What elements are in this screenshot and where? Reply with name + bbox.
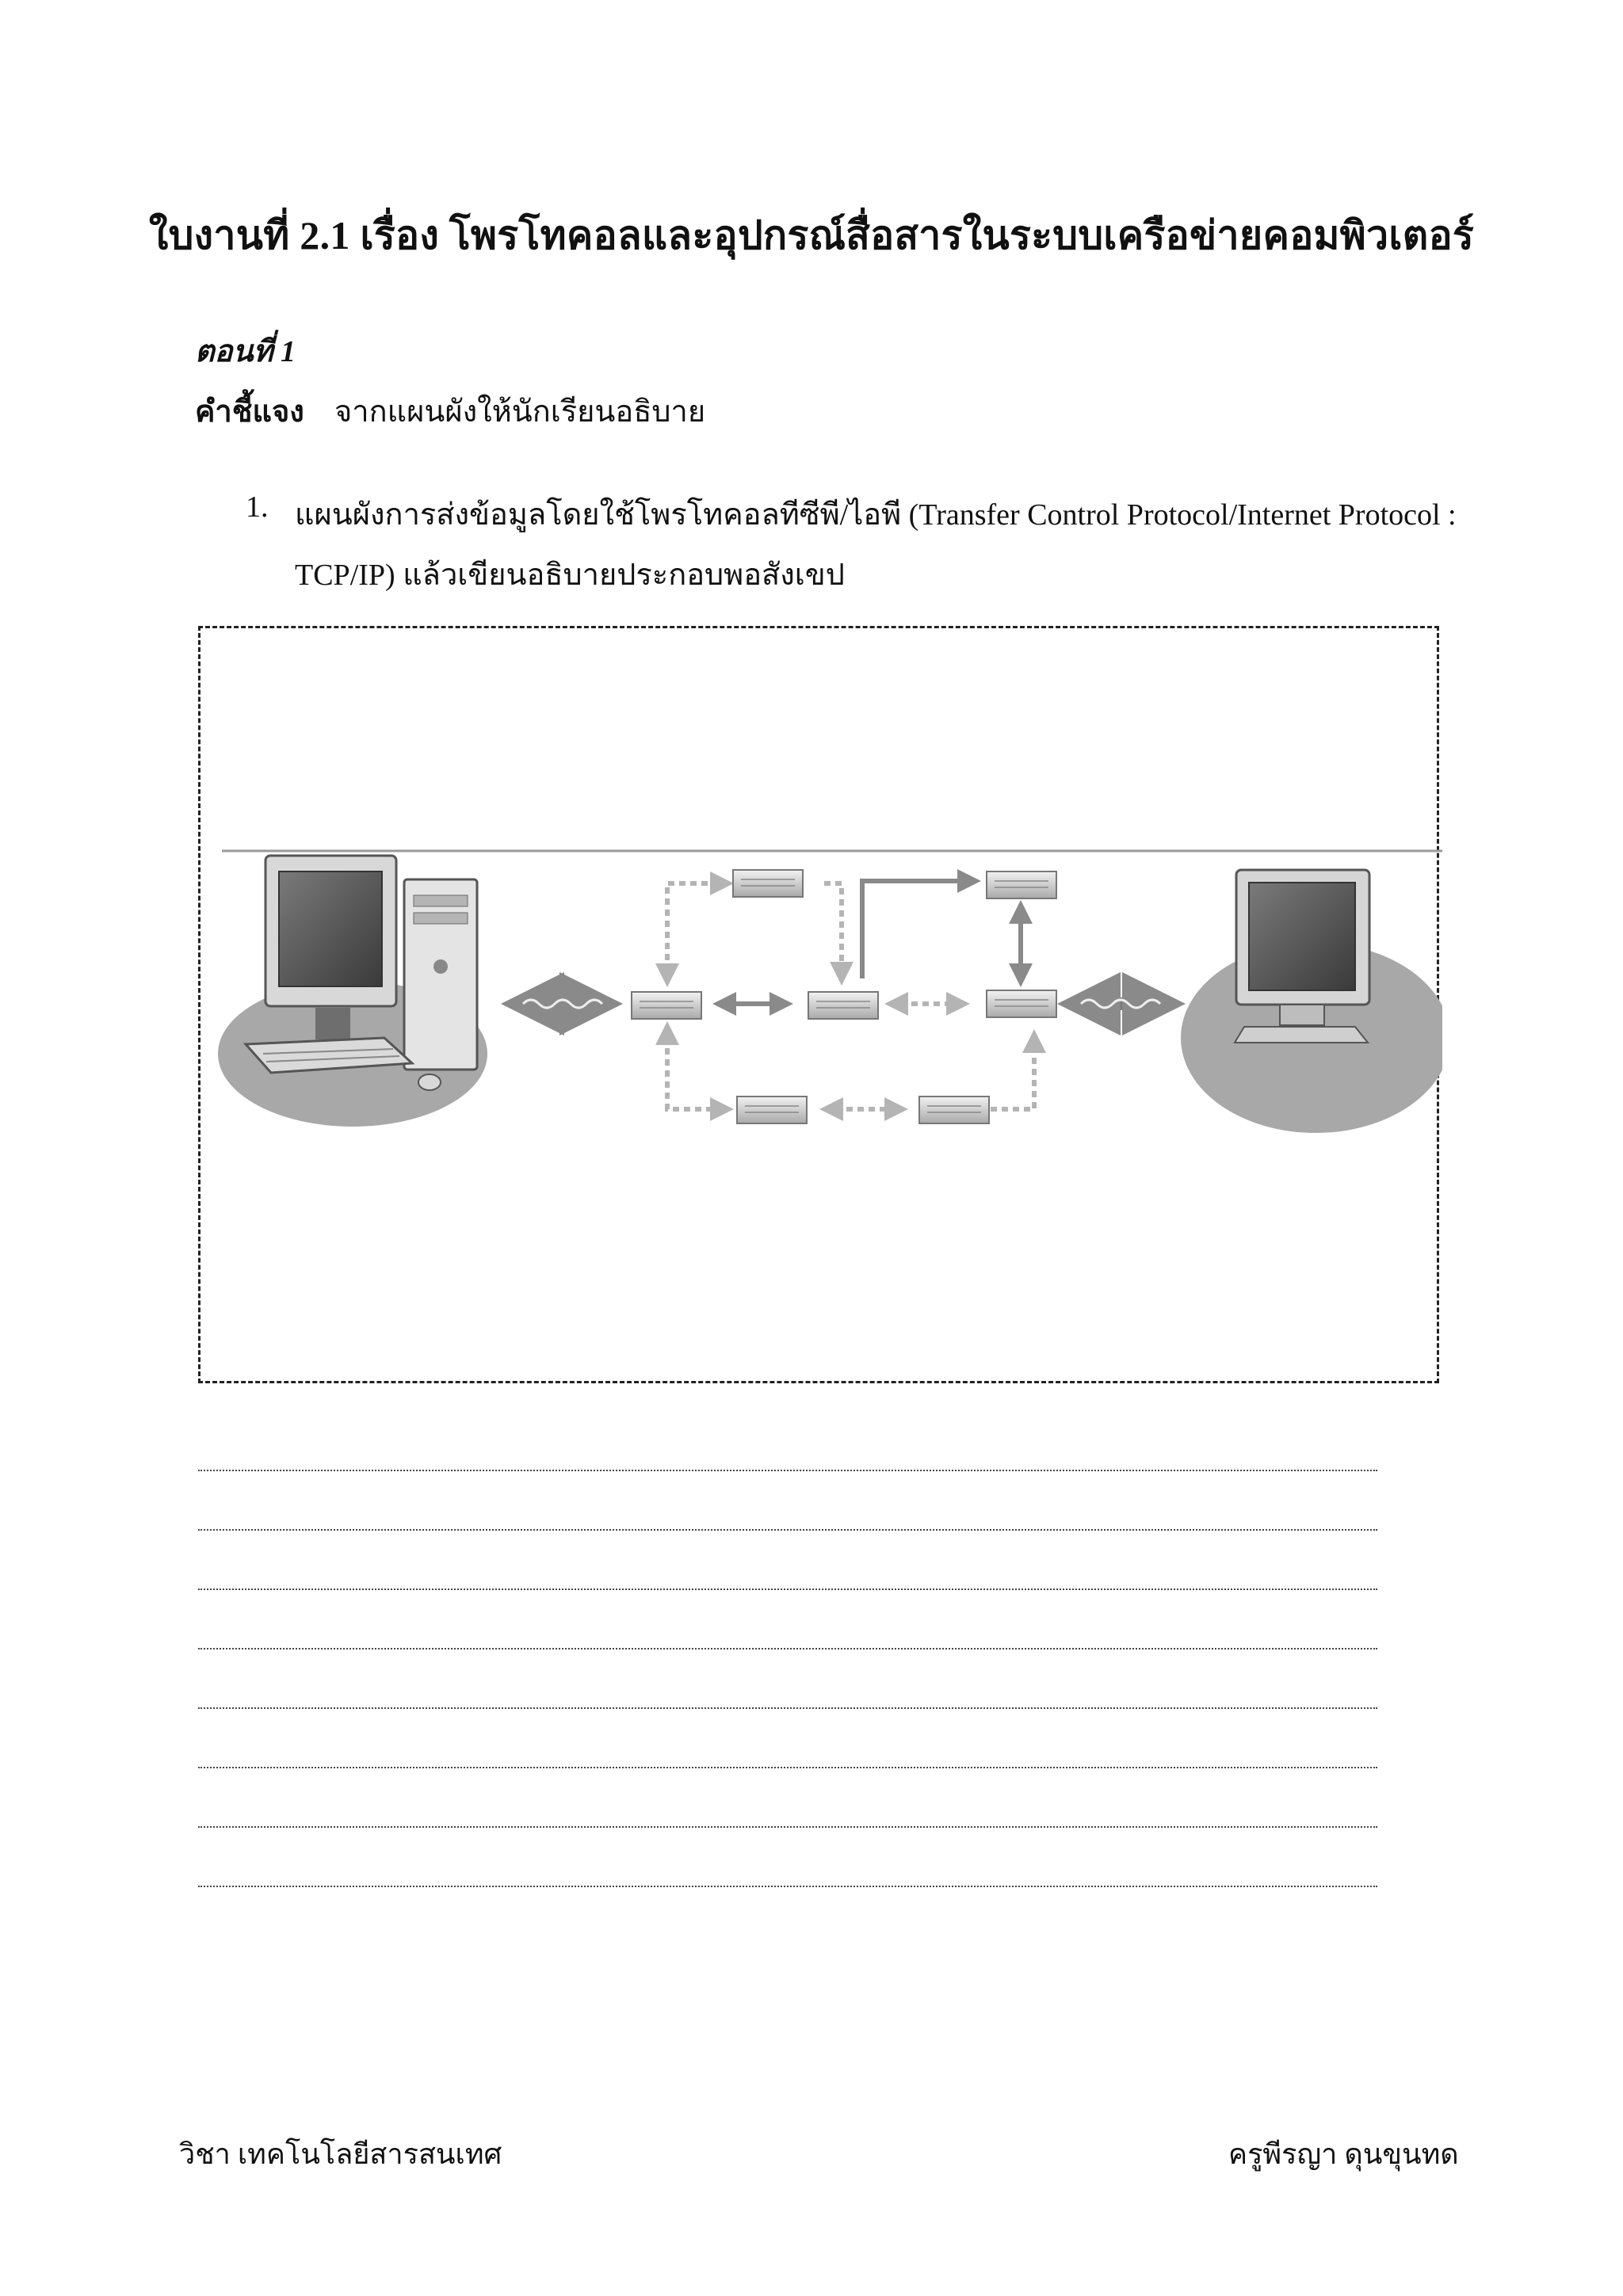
- footer-teacher: ครูพีรญา ดุนขุนทด: [1228, 2138, 1459, 2170]
- router-icon: [808, 992, 878, 1019]
- question-text-line-2: TCP/IP) แล้วเขียนอธิบายประกอบพอสังเขป: [295, 559, 845, 592]
- answer-line[interactable]: [198, 1589, 1377, 1590]
- router-icon: [919, 1097, 989, 1123]
- answer-line[interactable]: [198, 1886, 1377, 1887]
- answer-line[interactable]: [198, 1767, 1377, 1768]
- instructions-text: จากแผนผังให้นักเรียนอธิบาย: [334, 395, 706, 429]
- answer-line[interactable]: [198, 1707, 1377, 1709]
- router-icon: [737, 1097, 807, 1123]
- footer-subject: วิชา เทคโนโลยีสารสนเทศ: [179, 2138, 502, 2170]
- modem-link-left: [514, 1000, 610, 1008]
- part-label: ตอนที่ 1: [195, 335, 296, 368]
- modem-link-right: [1070, 1000, 1173, 1008]
- instructions-label: คำชี้แจง: [195, 395, 304, 429]
- router-icon: [987, 990, 1056, 1017]
- question-text-line-1: แผนผังการส่งข้อมูลโดยใช้โพรโทคอลทีซีพี/ไอพี (Transfer Control Protocol/Internet Protocol :: [295, 498, 1457, 532]
- worksheet-title: ใบงานที่ 2.1 เรื่อง โพรโทคอลและอุปกรณ์สื่อสารในระบบเครือข่ายคอมพิวเตอร์: [148, 213, 1475, 257]
- question-number: 1.: [246, 490, 269, 524]
- answer-line[interactable]: [198, 1648, 1377, 1650]
- desktop-computer-icon: [218, 856, 487, 1127]
- router-icon: [987, 871, 1056, 898]
- tcp-ip-network-diagram: [214, 840, 1442, 1173]
- monitor-icon: [1181, 870, 1442, 1133]
- router-icon: [733, 870, 803, 897]
- answer-line[interactable]: [198, 1826, 1377, 1828]
- answer-line[interactable]: [198, 1529, 1377, 1531]
- router-icon: [632, 992, 701, 1019]
- answer-line[interactable]: [198, 1470, 1377, 1471]
